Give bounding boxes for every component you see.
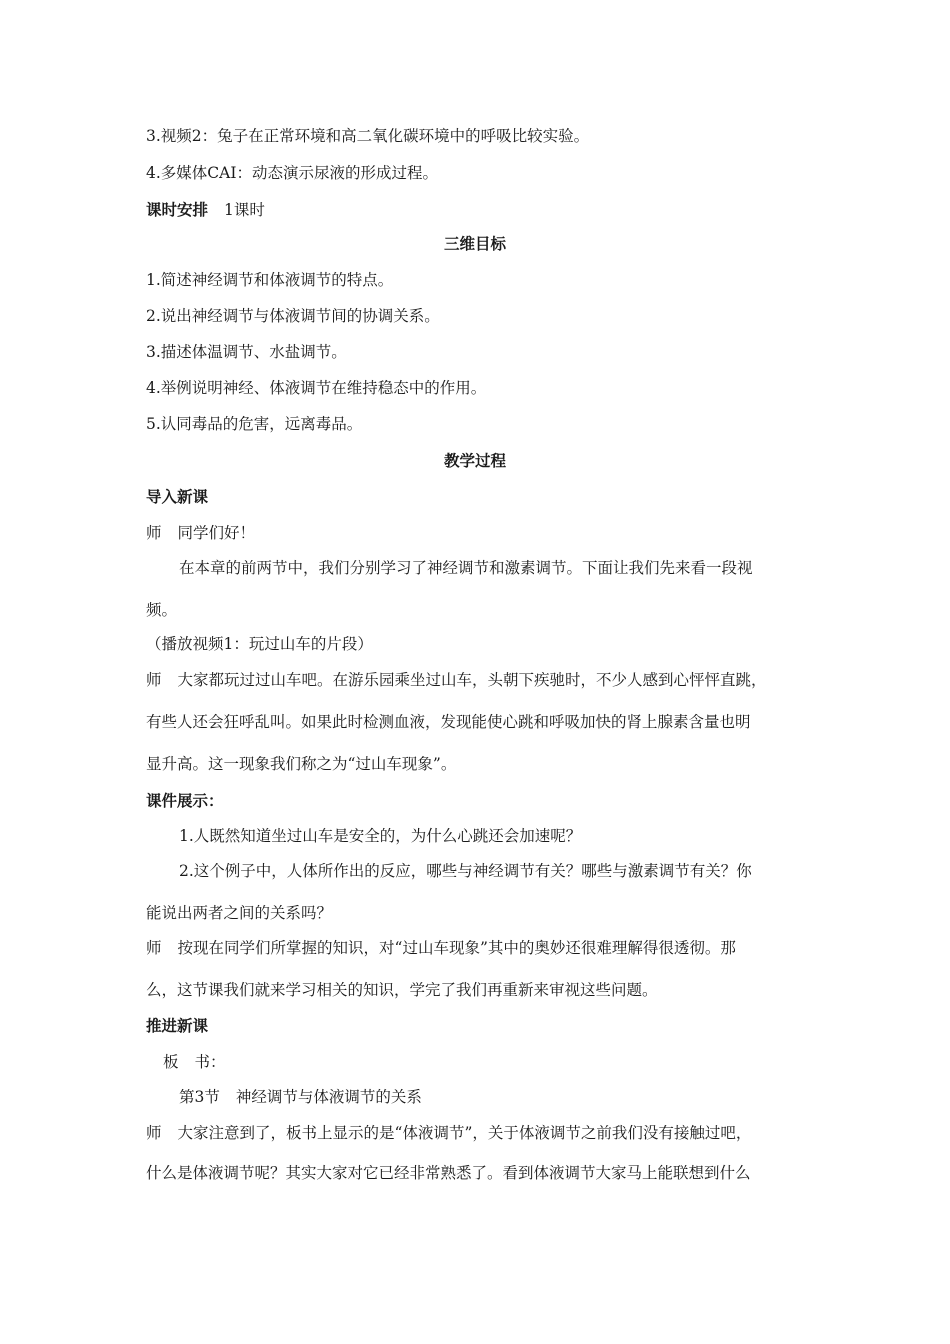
paragraph-line: 大家注意到了，板书上显示的是“体液调节”，关于体液调节之前我们没有接触过吧， bbox=[177, 1124, 752, 1142]
paragraph-line: 什么是体液调节呢？其实大家对它已经非常熟悉了。看到体液调节大家马上能联想到什么 bbox=[146, 1164, 751, 1182]
question-item: 能说出两者之间的关系吗？ bbox=[146, 904, 333, 922]
teacher-paragraph bbox=[146, 1123, 751, 1143]
objective-item: 2.说出神经调节与体液调节间的协调关系。 bbox=[146, 307, 440, 325]
teacher-paragraph bbox=[146, 938, 736, 958]
question-item: 2.这个例子中，人体所作出的反应，哪些与神经调节有关？哪些与激素调节有关？你 bbox=[179, 862, 752, 880]
intro-heading: 导入新课 bbox=[146, 488, 209, 506]
objective-item: 3.描述体温调节、水盐调节。 bbox=[146, 343, 347, 361]
material-item-4: 4.多媒体CAI：动态演示尿液的形成过程。 bbox=[146, 164, 438, 182]
schedule-label: 课时安排 bbox=[146, 201, 209, 219]
paragraph-line: 按现在同学们所掌握的知识，对“过山车现象”其中的奥妙还很难理解得很透彻。那 bbox=[177, 939, 736, 957]
board-label-part: 板 bbox=[163, 1053, 179, 1071]
objectives-heading: 三维目标 bbox=[443, 235, 506, 253]
board-label-part: 书： bbox=[194, 1053, 226, 1071]
paragraph-line: 在本章的前两节中，我们分别学习了神经调节和激素调节。下面让我们先来看一段视 bbox=[179, 559, 753, 577]
paragraph-line: 频。 bbox=[146, 601, 178, 619]
teacher-label: 师 bbox=[146, 671, 162, 689]
schedule-line bbox=[146, 200, 265, 220]
teacher-label: 师 bbox=[146, 524, 162, 542]
teacher-label: 师 bbox=[146, 939, 162, 957]
objective-item: 5.认同毒品的危害，远离毒品。 bbox=[146, 415, 363, 433]
paragraph-line: 么，这节课我们就来学习相关的知识，学完了我们再重新来审视这些问题。 bbox=[146, 981, 658, 999]
teacher-label: 师 bbox=[146, 1124, 162, 1142]
section-number: 第3节 bbox=[179, 1088, 220, 1106]
objective-item: 1.简述神经调节和体液调节的特点。 bbox=[146, 271, 394, 289]
question-item: 1.人既然知道坐过山车是安全的，为什么心跳还会加速呢？ bbox=[179, 827, 582, 845]
teacher-paragraph bbox=[146, 670, 767, 690]
section-title: 神经调节与体液调节的关系 bbox=[235, 1088, 422, 1106]
video-note: （播放视频1：玩过山车的片段） bbox=[146, 635, 373, 653]
paragraph-line: 有些人还会狂呼乱叫。如果此时检测血液，发现能使心跳和呼吸加快的肾上腺素含量也明 bbox=[146, 713, 751, 731]
objective-item: 4.举例说明神经、体液调节在维持稳态中的作用。 bbox=[146, 379, 487, 397]
new-lesson-heading: 推进新课 bbox=[146, 1017, 209, 1035]
schedule-value: 1课时 bbox=[224, 201, 265, 219]
paragraph-line: 显升高。这一现象我们称之为“过山车现象”。 bbox=[146, 755, 457, 773]
teacher-greeting bbox=[146, 523, 255, 543]
courseware-heading: 课件展示： bbox=[146, 792, 224, 810]
process-heading: 教学过程 bbox=[443, 452, 506, 470]
paragraph-line: 大家都玩过过山车吧。在游乐园乘坐过山车，头朝下疾驰时，不少人感到心怦怦直跳， bbox=[177, 671, 767, 689]
greeting-text: 同学们好！ bbox=[177, 524, 256, 542]
board-label bbox=[163, 1052, 226, 1072]
section-title-line bbox=[179, 1087, 422, 1107]
material-item-3: 3.视频2：兔子在正常环境和高二氧化碳环境中的呼吸比较实验。 bbox=[146, 127, 590, 145]
